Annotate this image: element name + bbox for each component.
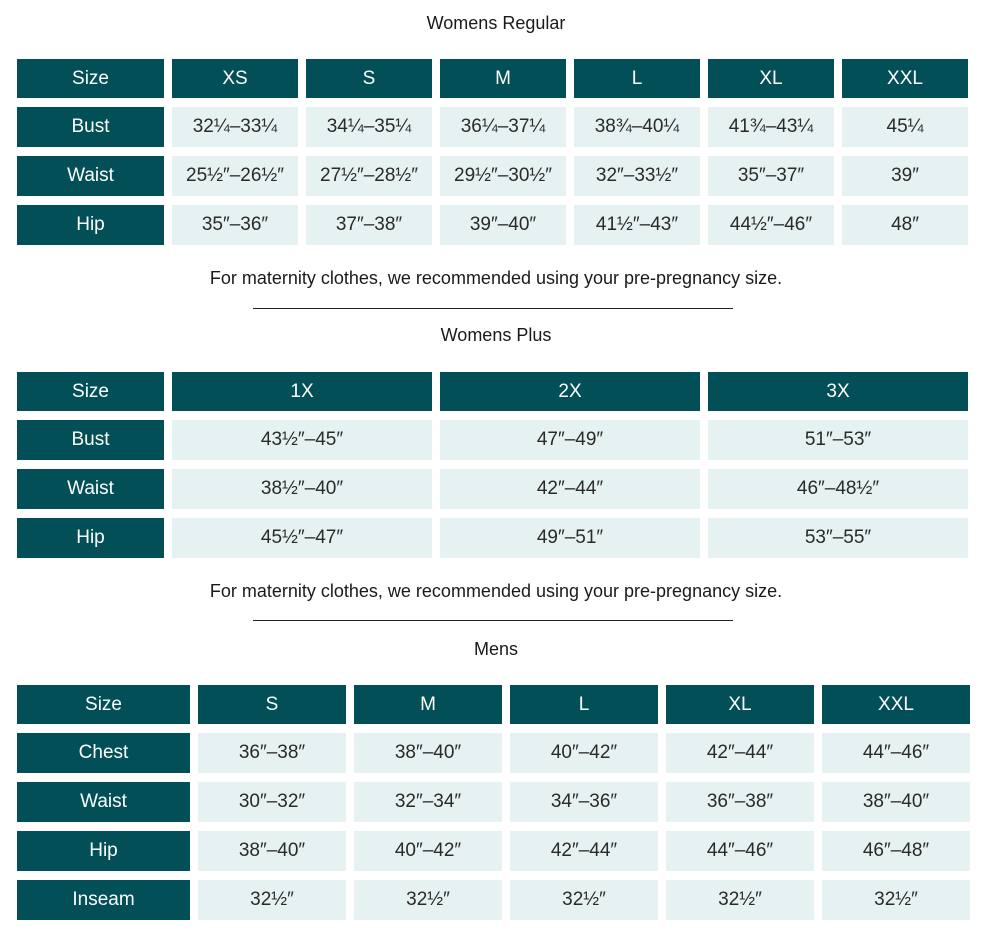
measurement-cell: 32¼–33¼ [172,107,298,147]
measurement-cell: 38¾–40¼ [574,107,700,147]
measurement-row-label: Waist [17,469,164,509]
measurement-cell: 42″–44″ [440,469,700,509]
measurement-row-label: Hip [17,831,190,871]
measurement-cell: 53″–55″ [708,518,968,558]
measurement-cell: 46″–48″ [822,831,970,871]
size-column-header: L [574,59,700,98]
measurement-cell: 42″–44″ [510,831,658,871]
measurement-row-label: Waist [17,156,164,196]
measurement-cell: 32½″ [354,880,502,920]
measurement-cell: 29½″–30½″ [440,156,566,196]
measurement-cell: 27½″–28½″ [306,156,432,196]
measurement-cell: 25½″–26½″ [172,156,298,196]
measurement-cell: 41½″–43″ [574,205,700,245]
measurement-cell: 44″–46″ [666,831,814,871]
size-column-header: XL [708,59,834,98]
measurement-cell: 36″–38″ [198,733,346,773]
measurement-cell: 46″–48½″ [708,469,968,509]
measurement-cell: 48″ [842,205,968,245]
size-header-label: Size [17,372,164,411]
measurement-cell: 51″–53″ [708,420,968,460]
measurement-cell: 41¾–43¼ [708,107,834,147]
size-column-header: 3X [708,372,968,411]
mens-table [17,685,970,920]
measurement-cell: 30″–32″ [198,782,346,822]
size-column-header: 2X [440,372,700,411]
divider [253,620,733,621]
size-header-label: Size [17,59,164,98]
size-column-header: M [440,59,566,98]
divider [253,308,733,309]
measurement-cell: 32″–34″ [354,782,502,822]
measurement-cell: 45½″–47″ [172,518,432,558]
womens-plus-note: For maternity clothes, we recommended using your pre-pregnancy size. [209,581,783,601]
measurement-cell: 38″–40″ [822,782,970,822]
measurement-row-label: Inseam [17,880,190,920]
measurement-row-label: Bust [17,420,164,460]
size-column-header: XXL [822,685,970,724]
womens-regular-title: Womens Regular [426,13,566,33]
womens-plus-table [17,372,968,558]
measurement-cell: 43½″–45″ [172,420,432,460]
measurement-cell: 40″–42″ [510,733,658,773]
size-column-header: XS [172,59,298,98]
measurement-cell: 47″–49″ [440,420,700,460]
measurement-cell: 39″ [842,156,968,196]
measurement-cell: 49″–51″ [440,518,700,558]
measurement-cell: 45¼ [842,107,968,147]
measurement-cell: 37″–38″ [306,205,432,245]
measurement-cell: 38½″–40″ [172,469,432,509]
measurement-row-label: Chest [17,733,190,773]
size-column-header: XXL [842,59,968,98]
measurement-row-label: Waist [17,782,190,822]
measurement-cell: 32½″ [822,880,970,920]
womens-regular-note: For maternity clothes, we recommended using your pre-pregnancy size. [209,268,783,288]
womens-regular-table [17,59,968,245]
measurement-row-label: Bust [17,107,164,147]
measurement-cell: 32½″ [198,880,346,920]
measurement-row-label: Hip [17,518,164,558]
measurement-cell: 38″–40″ [198,831,346,871]
size-column-header: 1X [172,372,432,411]
measurement-cell: 38″–40″ [354,733,502,773]
measurement-cell: 39″–40″ [440,205,566,245]
measurement-row-label: Hip [17,205,164,245]
measurement-cell: 36″–38″ [666,782,814,822]
size-column-header: S [198,685,346,724]
size-header-label: Size [17,685,190,724]
measurement-cell: 44″–46″ [822,733,970,773]
measurement-cell: 40″–42″ [354,831,502,871]
measurement-cell: 42″–44″ [666,733,814,773]
measurement-cell: 35″–37″ [708,156,834,196]
measurement-cell: 34¼–35¼ [306,107,432,147]
mens-title: Mens [473,639,518,659]
measurement-cell: 36¼–37¼ [440,107,566,147]
size-column-header: L [510,685,658,724]
measurement-cell: 32½″ [510,880,658,920]
measurement-cell: 32½″ [666,880,814,920]
measurement-cell: 35″–36″ [172,205,298,245]
measurement-cell: 32″–33½″ [574,156,700,196]
size-column-header: S [306,59,432,98]
womens-plus-title: Womens Plus [440,325,552,345]
measurement-cell: 34″–36″ [510,782,658,822]
measurement-cell: 44½″–46″ [708,205,834,245]
size-column-header: XL [666,685,814,724]
size-column-header: M [354,685,502,724]
